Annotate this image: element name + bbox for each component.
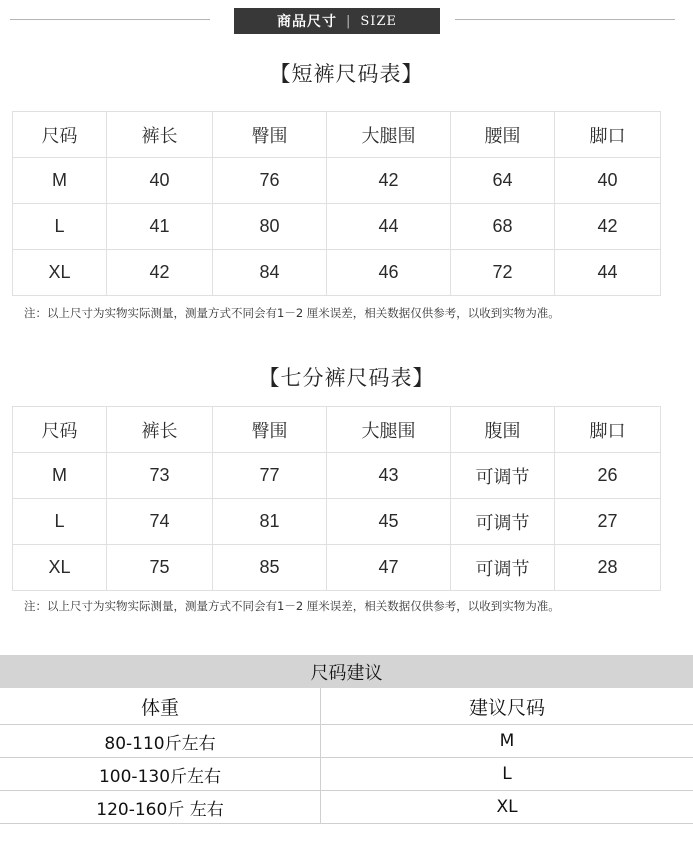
recommendation-table xyxy=(0,688,693,824)
header-cell: 裤长 xyxy=(107,112,213,158)
table-cell: 47 xyxy=(327,545,451,591)
table-header-row xyxy=(13,407,661,453)
table-cell-size: L xyxy=(321,758,693,791)
table-cell-size: XL xyxy=(321,791,693,824)
table-cell-weight: 120-160斤 左右 xyxy=(0,791,321,824)
table-cell: 84 xyxy=(213,250,327,296)
page-header xyxy=(0,0,693,40)
badge-label-cn: 商品尺寸 xyxy=(277,14,338,30)
table-cell: 81 xyxy=(213,499,327,545)
header-cell: 臀围 xyxy=(213,407,327,453)
table-cell: 80 xyxy=(213,204,327,250)
header-cell: 腰围 xyxy=(451,112,555,158)
table-cell: 43 xyxy=(327,453,451,499)
table-row xyxy=(13,499,661,545)
cropped-table-title: 【七分裤尺码表】 xyxy=(258,366,435,390)
table-cell: 45 xyxy=(327,499,451,545)
table-row xyxy=(13,453,661,499)
badge-label-en: SIZE xyxy=(360,13,397,29)
table-row xyxy=(13,250,661,296)
recommendation-title: 尺码建议 xyxy=(0,655,693,688)
table-row xyxy=(0,725,693,758)
table-cell: M xyxy=(13,453,107,499)
size-recommendation xyxy=(0,655,693,824)
table-cell: 85 xyxy=(213,545,327,591)
table-cell: 40 xyxy=(107,158,213,204)
table-cell: 72 xyxy=(451,250,555,296)
table-cell-weight: 100-130斤左右 xyxy=(0,758,321,791)
table-row xyxy=(0,758,693,791)
header-cell-weight: 体重 xyxy=(0,688,321,725)
table-row xyxy=(0,791,693,824)
table-header-row xyxy=(0,688,693,725)
table-cell: 75 xyxy=(107,545,213,591)
table-header-row xyxy=(13,112,661,158)
table-cell: 76 xyxy=(213,158,327,204)
table-cell: 77 xyxy=(213,453,327,499)
table-row xyxy=(13,204,661,250)
header-divider-right xyxy=(455,19,675,20)
table-cell: 64 xyxy=(451,158,555,204)
table-cell: 41 xyxy=(107,204,213,250)
header-cell: 大腿围 xyxy=(327,407,451,453)
table-cell: 26 xyxy=(555,453,661,499)
table-cell: XL xyxy=(13,250,107,296)
table-cell: 42 xyxy=(107,250,213,296)
badge-separator: | xyxy=(346,13,352,29)
table-cell: 40 xyxy=(555,158,661,204)
table-cell: L xyxy=(13,499,107,545)
header-divider-left xyxy=(10,19,210,20)
table-cell: 可调节 xyxy=(451,453,555,499)
table-cell: 68 xyxy=(451,204,555,250)
header-cell: 尺码 xyxy=(13,407,107,453)
table-cell: L xyxy=(13,204,107,250)
section-badge xyxy=(234,8,440,34)
header-cell: 脚口 xyxy=(555,112,661,158)
table-cell-weight: 80-110斤左右 xyxy=(0,725,321,758)
shorts-size-table xyxy=(12,111,661,296)
table-cell: 27 xyxy=(555,499,661,545)
table-cell: 73 xyxy=(107,453,213,499)
table-cell: 28 xyxy=(555,545,661,591)
table-cell: 44 xyxy=(327,204,451,250)
table-row xyxy=(13,158,661,204)
header-cell: 脚口 xyxy=(555,407,661,453)
table-cell-size: M xyxy=(321,725,693,758)
cropped-size-table xyxy=(12,406,661,591)
table-cell: XL xyxy=(13,545,107,591)
table-cell: 42 xyxy=(327,158,451,204)
header-cell-size: 建议尺码 xyxy=(321,688,693,725)
header-cell: 尺码 xyxy=(13,112,107,158)
table-cell: M xyxy=(13,158,107,204)
header-cell: 腹围 xyxy=(451,407,555,453)
table-cell: 46 xyxy=(327,250,451,296)
table-cell: 44 xyxy=(555,250,661,296)
cropped-measurement-note: 注：以上尺寸为实物实际测量，测量方式不同会有1－2 厘米误差，相关数据仅供参考，以收到实物为准。 xyxy=(24,599,560,613)
shorts-measurement-note: 注：以上尺寸为实物实际测量，测量方式不同会有1－2 厘米误差，相关数据仅供参考，以收到实物为准。 xyxy=(24,306,560,320)
header-cell: 裤长 xyxy=(107,407,213,453)
header-cell: 大腿围 xyxy=(327,112,451,158)
table-cell: 可调节 xyxy=(451,499,555,545)
table-cell: 42 xyxy=(555,204,661,250)
table-cell: 74 xyxy=(107,499,213,545)
shorts-table-title: 【短裤尺码表】 xyxy=(269,62,424,86)
header-cell: 臀围 xyxy=(213,112,327,158)
table-row xyxy=(13,545,661,591)
table-cell: 可调节 xyxy=(451,545,555,591)
